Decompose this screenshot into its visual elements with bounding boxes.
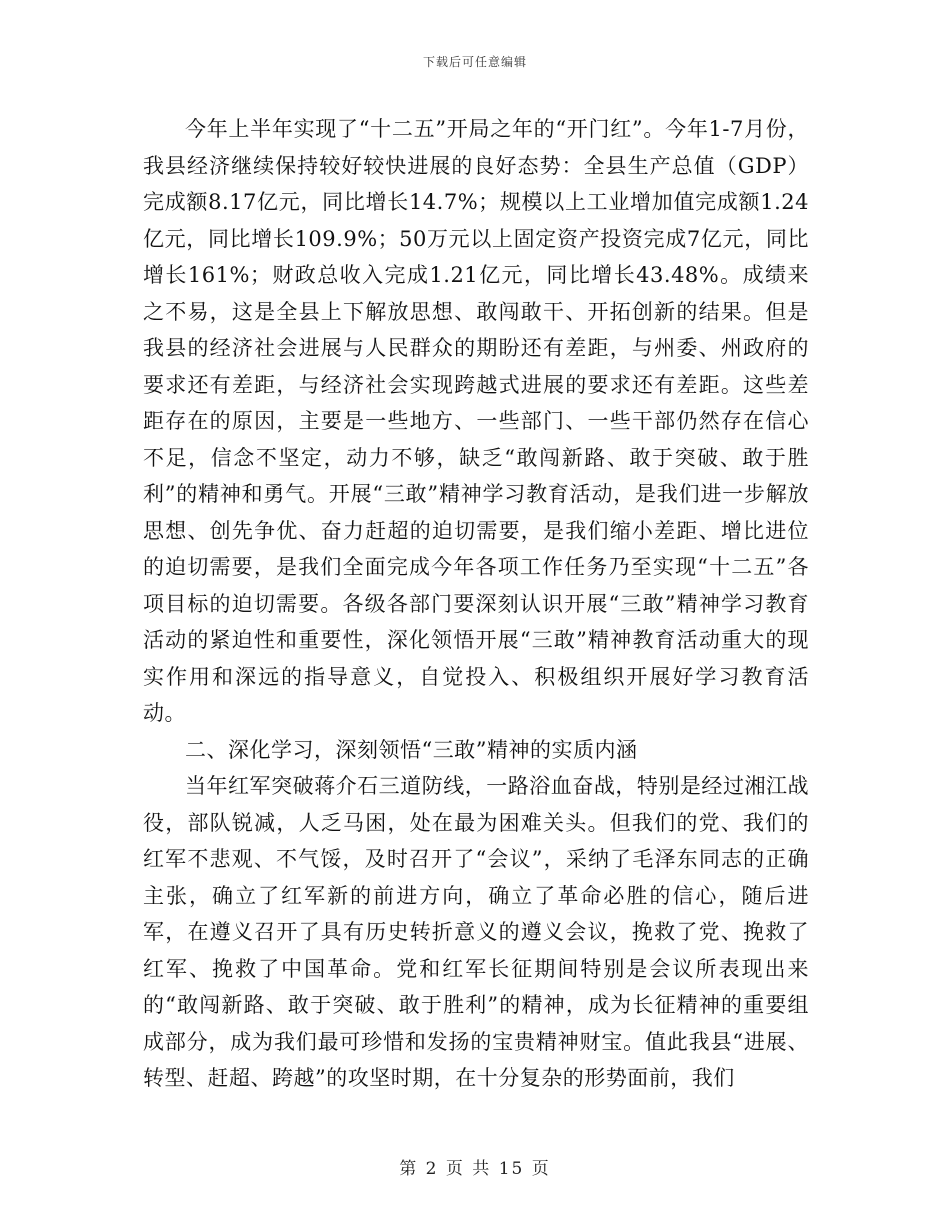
section-heading-two: 二、深化学习，深刻领悟“三敢”精神的实质内涵: [185, 737, 638, 762]
paragraph-economic-summary: 今年上半年实现了“十二五”开局之年的“开门红”。今年1-7月份，我县经济继续保持较好较快进展的良好态势：全县生产总值（GDP）完成额8.17亿元，同比增长14.7%；规模以上工业增加值完成额1.24亿元，同比增长109.9%；50万元以上固定资产投资完成7亿元，同比增长161%；财政总收入完成1.21亿元，同比增长43.48%。成绩来之不易，这是全县上下解放思想、敢闯敢干、开拓创新的结果。但是我县的经济社会进展与人民群众的期盼还有差距，与州委、州政府的要求还有差距，与经济社会实现跨越式进展的要求还有差距。这些差距存在的原因，主要是一些地方、一些部门、一些干部仍然存在信心不足，信念不坚定，动力不够，缺乏“敢闯新路、敢于突破、敢于胜利”的精神和勇气。开展“三敢”精神学习教育活动，是我们进一步解放思想、创先争优、奋力赶超的迫切需要，是我们缩小差距、增比进位的迫切需要，是我们全面完成今年各项工作任务乃至实现“十二五”各项目标的迫切需要。各级各部门要深刻认识开展“三敢”精神学习教育活动的紧迫性和重要性，深化领悟开展“三敢”精神教育活动重大的现实作用和深远的指导意义，自觉投入、积极组织开展好学习教育活动。: [143, 117, 809, 725]
page-number: 第 2 页 共 15 页: [399, 1159, 551, 1179]
paragraph-red-army-history: 当年红军突破蒋介石三道防线，一路浴血奋战，特别是经过湘江战役，部队锐减，人乏马困，处在最为困难关头。但我们的党、我们的红军不悲观、不气馁，及时召开了“会议”，采纳了毛泽东同志的正确主张，确立了红军新的前进方向，确立了革命必胜的信心，随后进军，在遵义召开了具有历史转折意义的遵义会议，挽救了党、挽救了红军、挽救了中国革命。党和红军长征期间特别是会议所表现出来的“敢闯新路、敢于突破、敢于胜利”的精神，成为长征精神的重要组成部分，成为我们最可珍惜和发扬的宝贵精神财宝。值此我县“进展、转型、赶超、跨越”的攻坚时期，在十分复杂的形势面前，我们: [143, 774, 809, 1090]
document-body: [143, 111, 809, 1097]
page-header-note: 下载后可任意编辑: [422, 55, 527, 69]
